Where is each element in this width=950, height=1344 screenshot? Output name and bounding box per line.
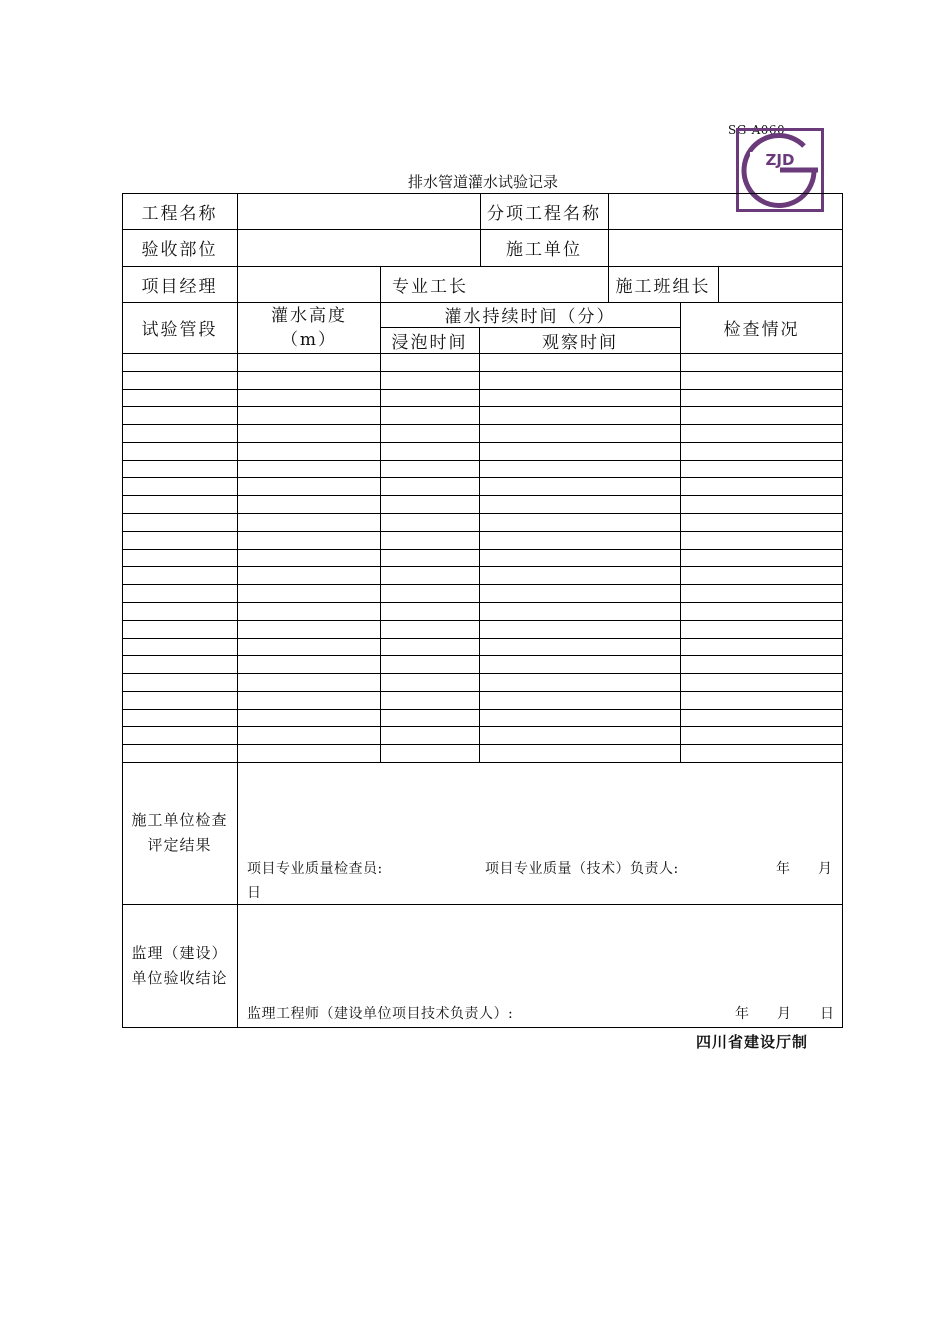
- quality-responsible-signature[interactable]: 项目专业质量（技术）负责人:: [485, 861, 679, 877]
- col-line: [479, 327, 480, 762]
- table-row-line: [122, 531, 843, 532]
- table-border-right: [842, 193, 843, 1028]
- label-sub-project-name: 分项工程名称: [487, 203, 601, 224]
- table-row-line: [122, 566, 843, 567]
- header-water-height-line1: 灌水高度: [271, 305, 347, 326]
- row-line: [122, 353, 843, 354]
- eval-year: 年: [776, 861, 791, 877]
- label-acceptance-part: 验收部位: [141, 240, 218, 260]
- supervision-label: [122, 904, 237, 1027]
- table-row-line: [122, 673, 843, 674]
- supervision-label-line2: 单位验收结论: [131, 968, 228, 987]
- header-check-status: 检查情况: [723, 320, 800, 340]
- table-row-line: [122, 389, 843, 390]
- form-code: SG-A060: [728, 123, 786, 137]
- field-foreman[interactable]: [481, 266, 608, 302]
- table-row-line: [122, 513, 843, 514]
- table-row-line: [122, 655, 843, 656]
- construction-eval-label-line1: 施工单位检查: [131, 811, 228, 829]
- supervision-day: 日: [820, 1006, 835, 1022]
- header-observe-time: 观察时间: [542, 332, 618, 353]
- header-soak-time: 浸泡时间: [391, 332, 468, 353]
- table-border-bottom: [122, 1027, 843, 1028]
- col-line: [680, 302, 681, 762]
- supervision-engineer-signature[interactable]: 监理工程师（建设单位项目技术负责人）:: [247, 1006, 514, 1022]
- svg-text:ZJD: ZJD: [765, 151, 795, 169]
- table-row-line: [122, 620, 843, 621]
- issuer-footer: 四川省建设厅制: [696, 1033, 809, 1051]
- supervision-month: 月: [777, 1006, 792, 1022]
- label-project-manager: 项目经理: [141, 276, 218, 297]
- label-project-name: 工程名称: [141, 203, 218, 224]
- table-row-line: [122, 709, 843, 710]
- table-row-line: [122, 726, 843, 727]
- header-test-segment: 试验管段: [141, 320, 218, 340]
- table-row-line: [122, 442, 843, 443]
- table-row-line: [122, 460, 843, 461]
- field-team-leader[interactable]: [719, 266, 842, 302]
- field-sub-project-name[interactable]: [609, 193, 842, 229]
- table-row-line: [122, 691, 843, 692]
- supervision-label-line1: 监理（建设）: [131, 943, 228, 962]
- table-row-line: [122, 602, 843, 603]
- table-row-line: [122, 424, 843, 425]
- table-row-line: [122, 477, 843, 478]
- table-row-line: [122, 549, 843, 550]
- field-project-manager[interactable]: [238, 266, 380, 302]
- label-team-leader: 施工班组长: [615, 276, 711, 297]
- table-row-line: [122, 638, 843, 639]
- table-row-line: [122, 406, 843, 407]
- table-row-line: [122, 495, 843, 496]
- supervision-year: 年: [735, 1006, 750, 1022]
- field-acceptance-part[interactable]: [238, 229, 480, 266]
- field-construction-unit[interactable]: [609, 229, 842, 266]
- eval-day: 日: [247, 885, 262, 901]
- table-row-line: [122, 371, 843, 372]
- table-row-line: [122, 744, 843, 745]
- field-project-name[interactable]: [238, 193, 480, 229]
- label-construction-unit: 施工单位: [506, 240, 582, 260]
- eval-month: 月: [818, 861, 833, 877]
- document-title: 排水管道灌水试验记录: [407, 173, 558, 191]
- header-water-height: [238, 302, 380, 353]
- header-water-height-unit: （m）: [280, 329, 338, 350]
- quality-inspector-signature[interactable]: 项目专业质量检查员:: [247, 861, 383, 877]
- construction-eval-label-line2: 评定结果: [147, 836, 212, 854]
- header-duration: 灌水持续时间（分）: [444, 307, 616, 327]
- construction-eval-label: [122, 762, 237, 904]
- table-row-line: [122, 584, 843, 585]
- label-foreman: 专业工长: [392, 276, 468, 297]
